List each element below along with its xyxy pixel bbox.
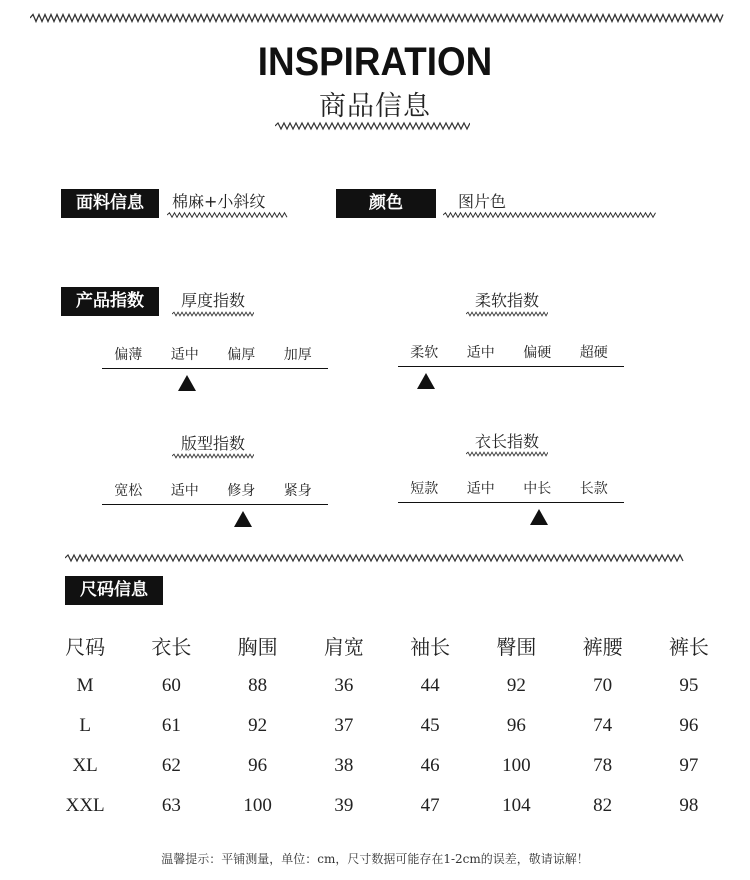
size-table-cell: 46 bbox=[420, 755, 440, 776]
middle-divider-wave bbox=[65, 553, 685, 563]
size-table-cell: 88 bbox=[248, 675, 268, 696]
thickness-option: 偏薄 bbox=[114, 347, 143, 363]
size-table-header-cell: 衣长 bbox=[151, 634, 192, 659]
size-table-header-cell: 尺码 bbox=[65, 634, 106, 659]
size-table-cell: 92 bbox=[248, 715, 268, 736]
size-table-header-cell: 胸围 bbox=[237, 634, 278, 659]
size-table-header-cell: 裤腰 bbox=[582, 634, 623, 659]
softness-option: 适中 bbox=[466, 345, 495, 361]
fit-option: 适中 bbox=[170, 483, 199, 499]
length-scale bbox=[398, 478, 624, 502]
size-table-cell: 96 bbox=[248, 755, 268, 776]
softness-option: 超硬 bbox=[579, 345, 608, 361]
length-option: 短款 bbox=[410, 481, 439, 497]
size-table-cell: 92 bbox=[506, 675, 526, 696]
size-table-cell: 100 bbox=[502, 755, 531, 776]
length-option: 适中 bbox=[466, 481, 495, 497]
size-table-cell: 39 bbox=[334, 795, 354, 816]
softness-title-wave bbox=[466, 311, 548, 317]
size-table-header-cell: 肩宽 bbox=[323, 634, 364, 659]
length-title-wave bbox=[466, 451, 548, 457]
fit-indicator-triangle bbox=[234, 511, 252, 527]
size-table-cell: 37 bbox=[334, 715, 354, 736]
length-option: 中长 bbox=[523, 481, 552, 497]
size-table-cell: 97 bbox=[679, 755, 699, 776]
size-table bbox=[42, 624, 732, 826]
top-divider-wave bbox=[30, 12, 725, 24]
material-underline-wave bbox=[167, 211, 289, 219]
size-table-cell: XXL bbox=[65, 795, 105, 816]
table-row bbox=[42, 786, 732, 826]
table-row bbox=[42, 746, 732, 786]
size-table-cell: 60 bbox=[161, 675, 181, 696]
size-table-cell: M bbox=[76, 675, 94, 696]
size-table-cell: 61 bbox=[161, 715, 181, 736]
size-table-cell: 44 bbox=[420, 675, 440, 696]
size-table-cell: 36 bbox=[334, 675, 354, 696]
length-index-title: 衣长指数 bbox=[474, 432, 539, 451]
table-row bbox=[42, 706, 732, 746]
length-indicator-triangle bbox=[530, 509, 548, 525]
size-table-header-cell: 袖长 bbox=[410, 634, 451, 659]
size-table-cell: 70 bbox=[593, 675, 613, 696]
size-table-cell: 98 bbox=[679, 795, 699, 816]
table-row bbox=[42, 666, 732, 706]
size-table-cell: 74 bbox=[593, 715, 613, 736]
size-table-cell: 96 bbox=[679, 715, 699, 736]
softness-index-title: 柔软指数 bbox=[474, 291, 539, 310]
color-value: 图片色 bbox=[458, 192, 507, 211]
title-underline-wave bbox=[275, 121, 470, 131]
thickness-index-title: 厚度指数 bbox=[180, 291, 245, 310]
size-table-cell: 82 bbox=[593, 795, 613, 816]
length-option: 长款 bbox=[579, 481, 608, 497]
size-table-cell: 47 bbox=[420, 795, 440, 816]
thickness-option: 偏厚 bbox=[227, 347, 256, 363]
length-scale-line bbox=[398, 502, 624, 503]
size-table-cell: 95 bbox=[679, 675, 699, 696]
size-table-cell: 104 bbox=[502, 795, 531, 816]
size-table-cell: 62 bbox=[161, 755, 181, 776]
fit-option: 宽松 bbox=[114, 483, 143, 499]
fit-index-title: 版型指数 bbox=[180, 434, 245, 453]
size-table-header bbox=[42, 624, 732, 666]
size-table-cell: 45 bbox=[420, 715, 440, 736]
size-table-cell: 63 bbox=[161, 795, 181, 816]
title-english: INSPIRATION bbox=[257, 40, 493, 84]
fit-scale-line bbox=[102, 504, 328, 505]
color-label: 颜色 bbox=[336, 189, 436, 218]
material-value: 棉麻+小斜纹 bbox=[172, 192, 266, 211]
thickness-indicator-triangle bbox=[178, 375, 196, 391]
fit-title-wave bbox=[172, 453, 254, 459]
measurement-note: 温馨提示：平铺测量，单位：cm，尺寸数据可能存在1-2cm的误差，敬请谅解！ bbox=[161, 852, 589, 866]
softness-option: 偏硬 bbox=[523, 345, 552, 361]
size-table-cell: 38 bbox=[334, 755, 354, 776]
softness-scale bbox=[398, 342, 624, 366]
size-table-cell: XL bbox=[72, 755, 98, 776]
thickness-option: 适中 bbox=[170, 347, 199, 363]
thickness-scale-line bbox=[102, 368, 328, 369]
fit-scale bbox=[102, 480, 328, 504]
thickness-title-wave bbox=[172, 311, 254, 317]
title-chinese: 商品信息 bbox=[319, 91, 431, 122]
size-table-cell: 78 bbox=[593, 755, 613, 776]
size-info-label: 尺码信息 bbox=[65, 576, 163, 605]
softness-indicator-triangle bbox=[417, 373, 435, 389]
size-table-header-cell: 裤长 bbox=[668, 634, 709, 659]
size-table-cell: 100 bbox=[243, 795, 272, 816]
material-label: 面料信息 bbox=[61, 189, 159, 218]
size-table-cell: L bbox=[79, 715, 91, 736]
thickness-option: 加厚 bbox=[283, 347, 312, 363]
size-table-cell: 96 bbox=[506, 715, 526, 736]
size-table-header-cell: 臀围 bbox=[496, 634, 537, 659]
thickness-scale bbox=[102, 344, 328, 368]
softness-scale-line bbox=[398, 366, 624, 367]
product-index-label: 产品指数 bbox=[61, 287, 159, 316]
fit-option: 紧身 bbox=[283, 483, 312, 499]
color-underline-wave bbox=[443, 211, 656, 219]
fit-option: 修身 bbox=[227, 483, 256, 499]
softness-option: 柔软 bbox=[410, 345, 439, 361]
